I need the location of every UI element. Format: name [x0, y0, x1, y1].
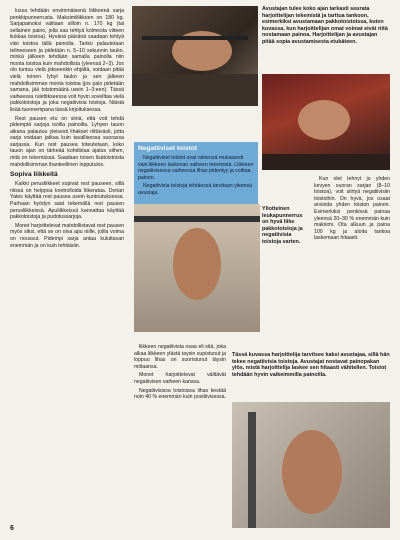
left-column: [10, 8, 124, 251]
sidebar-heading: Negatiiviset toistot: [138, 145, 197, 152]
paragraph: Kun olet tehnyt jo yhden kevyen suoran sarjan (8–10 toistoa), voit siirtyä negatiivisiin toistoihin. On hyvä, jos osaat arvioida yhden toiston painon. Esimerkiksi penkissä painaa yleensä 20–30 % enemmän kuin maksimi. Ota alkuun ja paina 100 kg ja aloita tankoa laskemaan hitaasti.: [314, 176, 390, 242]
section-heading: Sopiva liikkeitä: [10, 171, 58, 179]
paragraph: Kaikki perusliikkeet sopivat rest pauseen, sillä niissä on helppoa kontrolloida liikerataa. Dorian Yates käyttää rest pausea usein kuntoutuksessa. Parhaan hyödyn saat tekemällä rest pausen perusliikkeissä. Apuliikkeissä kannattaa käyttää pakkotoistoja ja pudotussarjoja.: [10, 181, 124, 221]
photo-row-exercise: [262, 74, 390, 170]
sidebar-negative-reps: [134, 142, 258, 204]
caption-middle: Yliotteinen leukapunnerrus on hyvä liike pakkotoistoja ja negatiivisia toistoja varten.: [262, 206, 303, 245]
paragraph: Rest pausen etu on siinä, että voit tehdä pidempiä sarjoja isoilla painoilla. Lyhyen tauon aikana palautuu yleisesti lihakset riittävästi, jotta sarja voidaan jatkaa kuin tavallisessa suorassa sarjassa. Kun rest pausea toteutetaan, koko tauon ajan on tärkeää kohdistaa ajatus siihen, mitä on tekemässä. Saadaan toisen lisätoistoista mahdollisimman ihanteellinen lopputulos.: [10, 115, 124, 168]
bottom-middle-text: [134, 344, 226, 403]
paragraph: Negatiivisissa toistoissa lihas kestää noin 40 % enemmän kuin positiivisessa.: [134, 387, 226, 401]
right-column: [314, 176, 390, 244]
caption-bottom: Tässä kuvassa harjoittelija tarvitsee kaksi avustajaa, sillä hän tekee negatiivisia toistoja. Avustajat nostavat painopakan ylös, mistä harjoittelija laskee sen hitaasti vähitellen. Toistot tehdään hyvin vaikeimmilla painoilla.: [232, 352, 390, 378]
photo-pullup: [134, 204, 260, 332]
photo-spotter-bench: [132, 6, 258, 106]
paragraph: Negatiiviset toistot ovat nimensä mukaisesti vain liikkeen laskevan vaiheen tekemistä. Liikkeen negatiivisessa vaiheessa lihas pidentyy ja voittaa painon.: [138, 155, 254, 181]
paragraph: Negatiivisia toistoja tehtäessä tarvitaan yleensä avustaja.: [138, 183, 252, 196]
paragraph: liikkeen negatiivista osaa eli sitä, joka alkaa liikkeen ylästä taysin supistunut ja loppuu lihas on suoristunut täysin mittaansa.: [134, 344, 226, 370]
paragraph: lussa tehdään ensimmäisenä liikkeenä sarja penkkipunnerrusta. Maksimiliikkeen on 180 kg. Sarjapainoksi valitaan silloin n. 170 kg (tai sellainen paino, jolla saa tehtyä kolmesta viiteen liukkaa toistoa). Hyvänä päivänä saadaan tehtyä viisi toistoa tällä painolla. Tanko palautetaan telineeseen ja pidetään n. 5–10 sekunnin tauko, minkä jälkeen tehdään samalla painolla niin monta toistoa kuin mahdollista (yleensä 2–3). Jos olo tuntuu vielä jokseenkin ehjältä, voidaan pitää vielä toinen lyhyt tauko ja sen jälkeen mahdollisimman monta toistoa (jos palo pidetään samana, jää toistomäärä usein 1–3:een). Tässä vaiheessa rulettikseessa voit hyvin sovelltaa vielä pakkotoistoja ja joka negatiivisia toistoja. Näistä lisää tuonnempana tässä kirjoituksessa.: [10, 8, 124, 113]
paragraph: Monet harjoittelevat mahdollistavat rest pausen myös siksi, että se on oiva apu niille, joilla voima on noussut. Pidempi sarja antaa kuluttavan enemmän ja on kuin tehtäisiin.: [10, 222, 124, 249]
paragraph: Monet harjoittelevat välitävät negatiivisen vaiheen kanssa.: [134, 372, 226, 385]
caption-top-right: Avustajan tulee koko ajan tarkasti seurata harjoittelijan tekemistä ja tarttua tankoon, esimerkiksi avustamaan pakkotoistoissa, kuten kuvassa, kun harjoittelijan omat voimat eivät riitä nostamaan painoa. Harjoittelijan ja avustajan pitää sopia avustamisesta etukäteen.: [262, 6, 388, 45]
photo-machine: [232, 402, 390, 528]
page-number: 6: [10, 525, 14, 532]
